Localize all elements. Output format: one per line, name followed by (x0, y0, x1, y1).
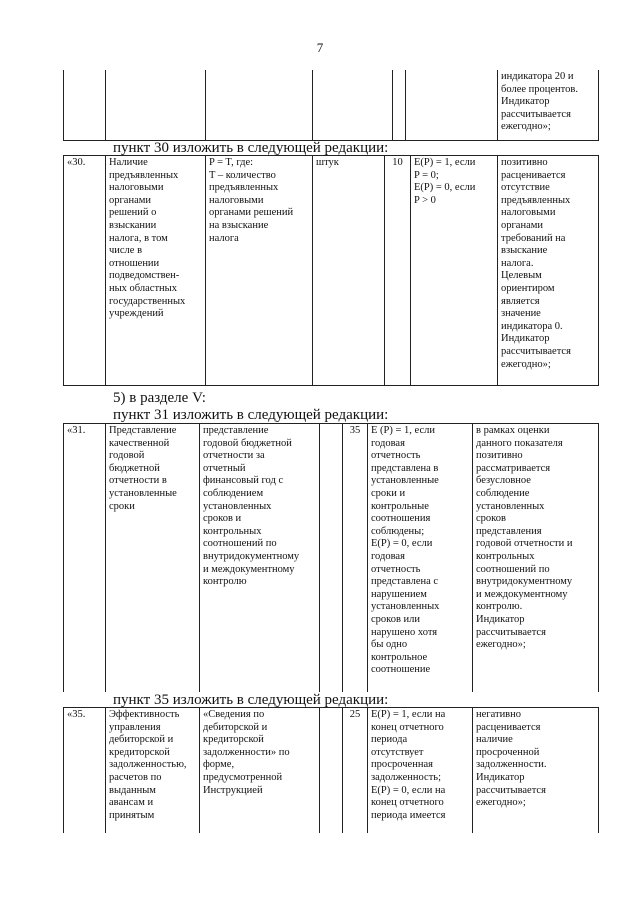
cell-note: индикатора 20 и более процентов. Индикатор рассчитывается ежегодно»; (498, 70, 599, 140)
cell-evaluation: E (P) = 1, если годовая отчетность представлена в установленные сроки и контрольные соотношения соблюдены; E(P) = 0, если годовая отчетность представлена с нарушением установленных сроков или нарушено хотя бы одно контрольное соотношение (368, 424, 473, 692)
page-number: 7 (316, 40, 324, 55)
cell-unit (320, 708, 343, 833)
cell-empty (406, 70, 498, 140)
cell-indicator-name: Эффективность управления дебиторской и кредиторской задолженностью, расчетов по выданным авансам и принятым (106, 708, 200, 833)
cell-indicator-name: Представление качественной годовой бюджетной отчетности в установленные сроки (106, 424, 200, 692)
heading-point-31: пункт 31 изложить в следующей редакции: (113, 407, 389, 423)
heading-point-35: пункт 35 изложить в следующей редакции: (113, 692, 389, 708)
cell-formula: «Сведения по дебиторской и кредиторской задолженности» по форме, предусмотренной Инструкцией (200, 708, 320, 833)
cell-unit (320, 424, 343, 692)
cell-note: негативно расценивается наличие просроченной задолженности. Индикатор рассчитывается ежегодно»; (473, 708, 599, 833)
cell-formula: P = T, где: T – количество предъявленных налоговыми органами решений на взыскание налога (206, 156, 313, 386)
table-row-30 (63, 155, 599, 386)
cell-number: «30. (64, 156, 106, 386)
cell-unit: штук (313, 156, 385, 386)
cell-note: позитивно расценивается отсутствие предъявленных налоговыми органами требований на взыскание налога. Целевым ориентиром является значение индикатора 0. Индикатор рассчитывается ежегодно»; (498, 156, 599, 386)
cell-weight: 25 (343, 708, 368, 833)
table-row-35 (63, 707, 599, 833)
cell-empty (64, 70, 106, 140)
cell-empty (313, 70, 393, 140)
cell-number: «31. (64, 424, 106, 692)
cell-empty (106, 70, 206, 140)
cell-evaluation: E(P) = 1, если на конец отчетного периода отсутствует просроченная задолженность; E(P) = 0, если на конец отчетного периода имеется (368, 708, 473, 833)
heading-point-30: пункт 30 изложить в следующей редакции: (113, 140, 389, 156)
cell-note: в рамках оценки данного показателя позитивно рассматривается безусловное соблюдение установленных сроков представления годовой отчетности и контрольных соотношений по внутридокументному и междокументному контролю. Индикатор рассчитывается ежегодно»; (473, 424, 599, 692)
cell-empty (393, 70, 406, 140)
table-fragment-top (63, 70, 599, 141)
cell-indicator-name: Наличие предъявленных налоговыми органами решений о взыскании налога, в том числе в отношении подведомствен- ных областных государственных учреждений (106, 156, 206, 386)
cell-number: «35. (64, 708, 106, 833)
cell-weight: 10 (385, 156, 411, 386)
heading-section-5: 5) в разделе V: (113, 390, 206, 406)
table-row-31 (63, 423, 599, 692)
cell-evaluation: E(P) = 1, если P = 0; E(P) = 0, если P > 0 (411, 156, 498, 386)
cell-weight: 35 (343, 424, 368, 692)
cell-formula: представление годовой бюджетной отчетности за отчетный финансовый год с соблюдением установленных сроков и контрольных соотношений по внутридокументному и междокументному контролю (200, 424, 320, 692)
cell-empty (206, 70, 313, 140)
